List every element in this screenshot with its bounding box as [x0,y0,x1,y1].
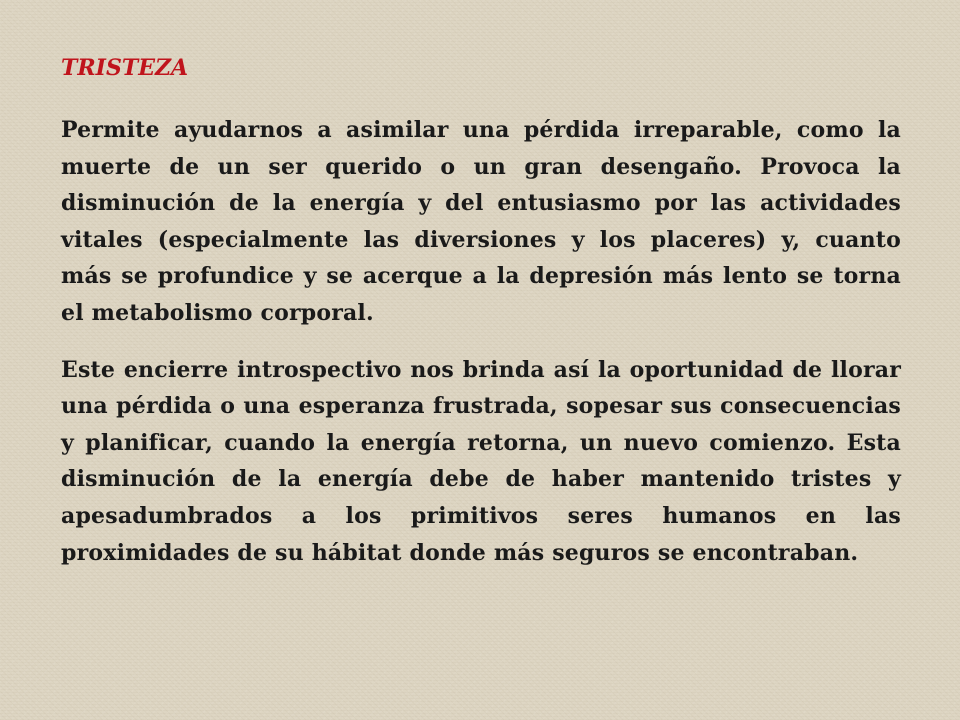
paragraph-loss: Permite ayudarnos a asimilar una pérdida irreparable, como la muerte de un ser querido o un gran desengaño. Provoca la disminución de la energía y del entusiasmo por las actividades vitales (especialmente las diversiones y los placeres) y, cuanto más se profundice y se acerque a la depresión más lento se torna el metabolismo corporal. [61,117,901,326]
paragraph-introspection: Este encierre introspectivo nos brinda así la oportunidad de llorar una pérdida o una esperanza frustrada, sopesar sus consecuencias y planificar, cuando la energía retorna, un nuevo comienzo. Esta disminución de la energía debe de haber mantenido tristes y apesadumbrados a los primitivos seres humanos en las proximidades de su hábitat donde más seguros se encontraban. [61,356,901,566]
slide-content [61,50,901,591]
slide-title: TRISTEZA [61,55,189,81]
